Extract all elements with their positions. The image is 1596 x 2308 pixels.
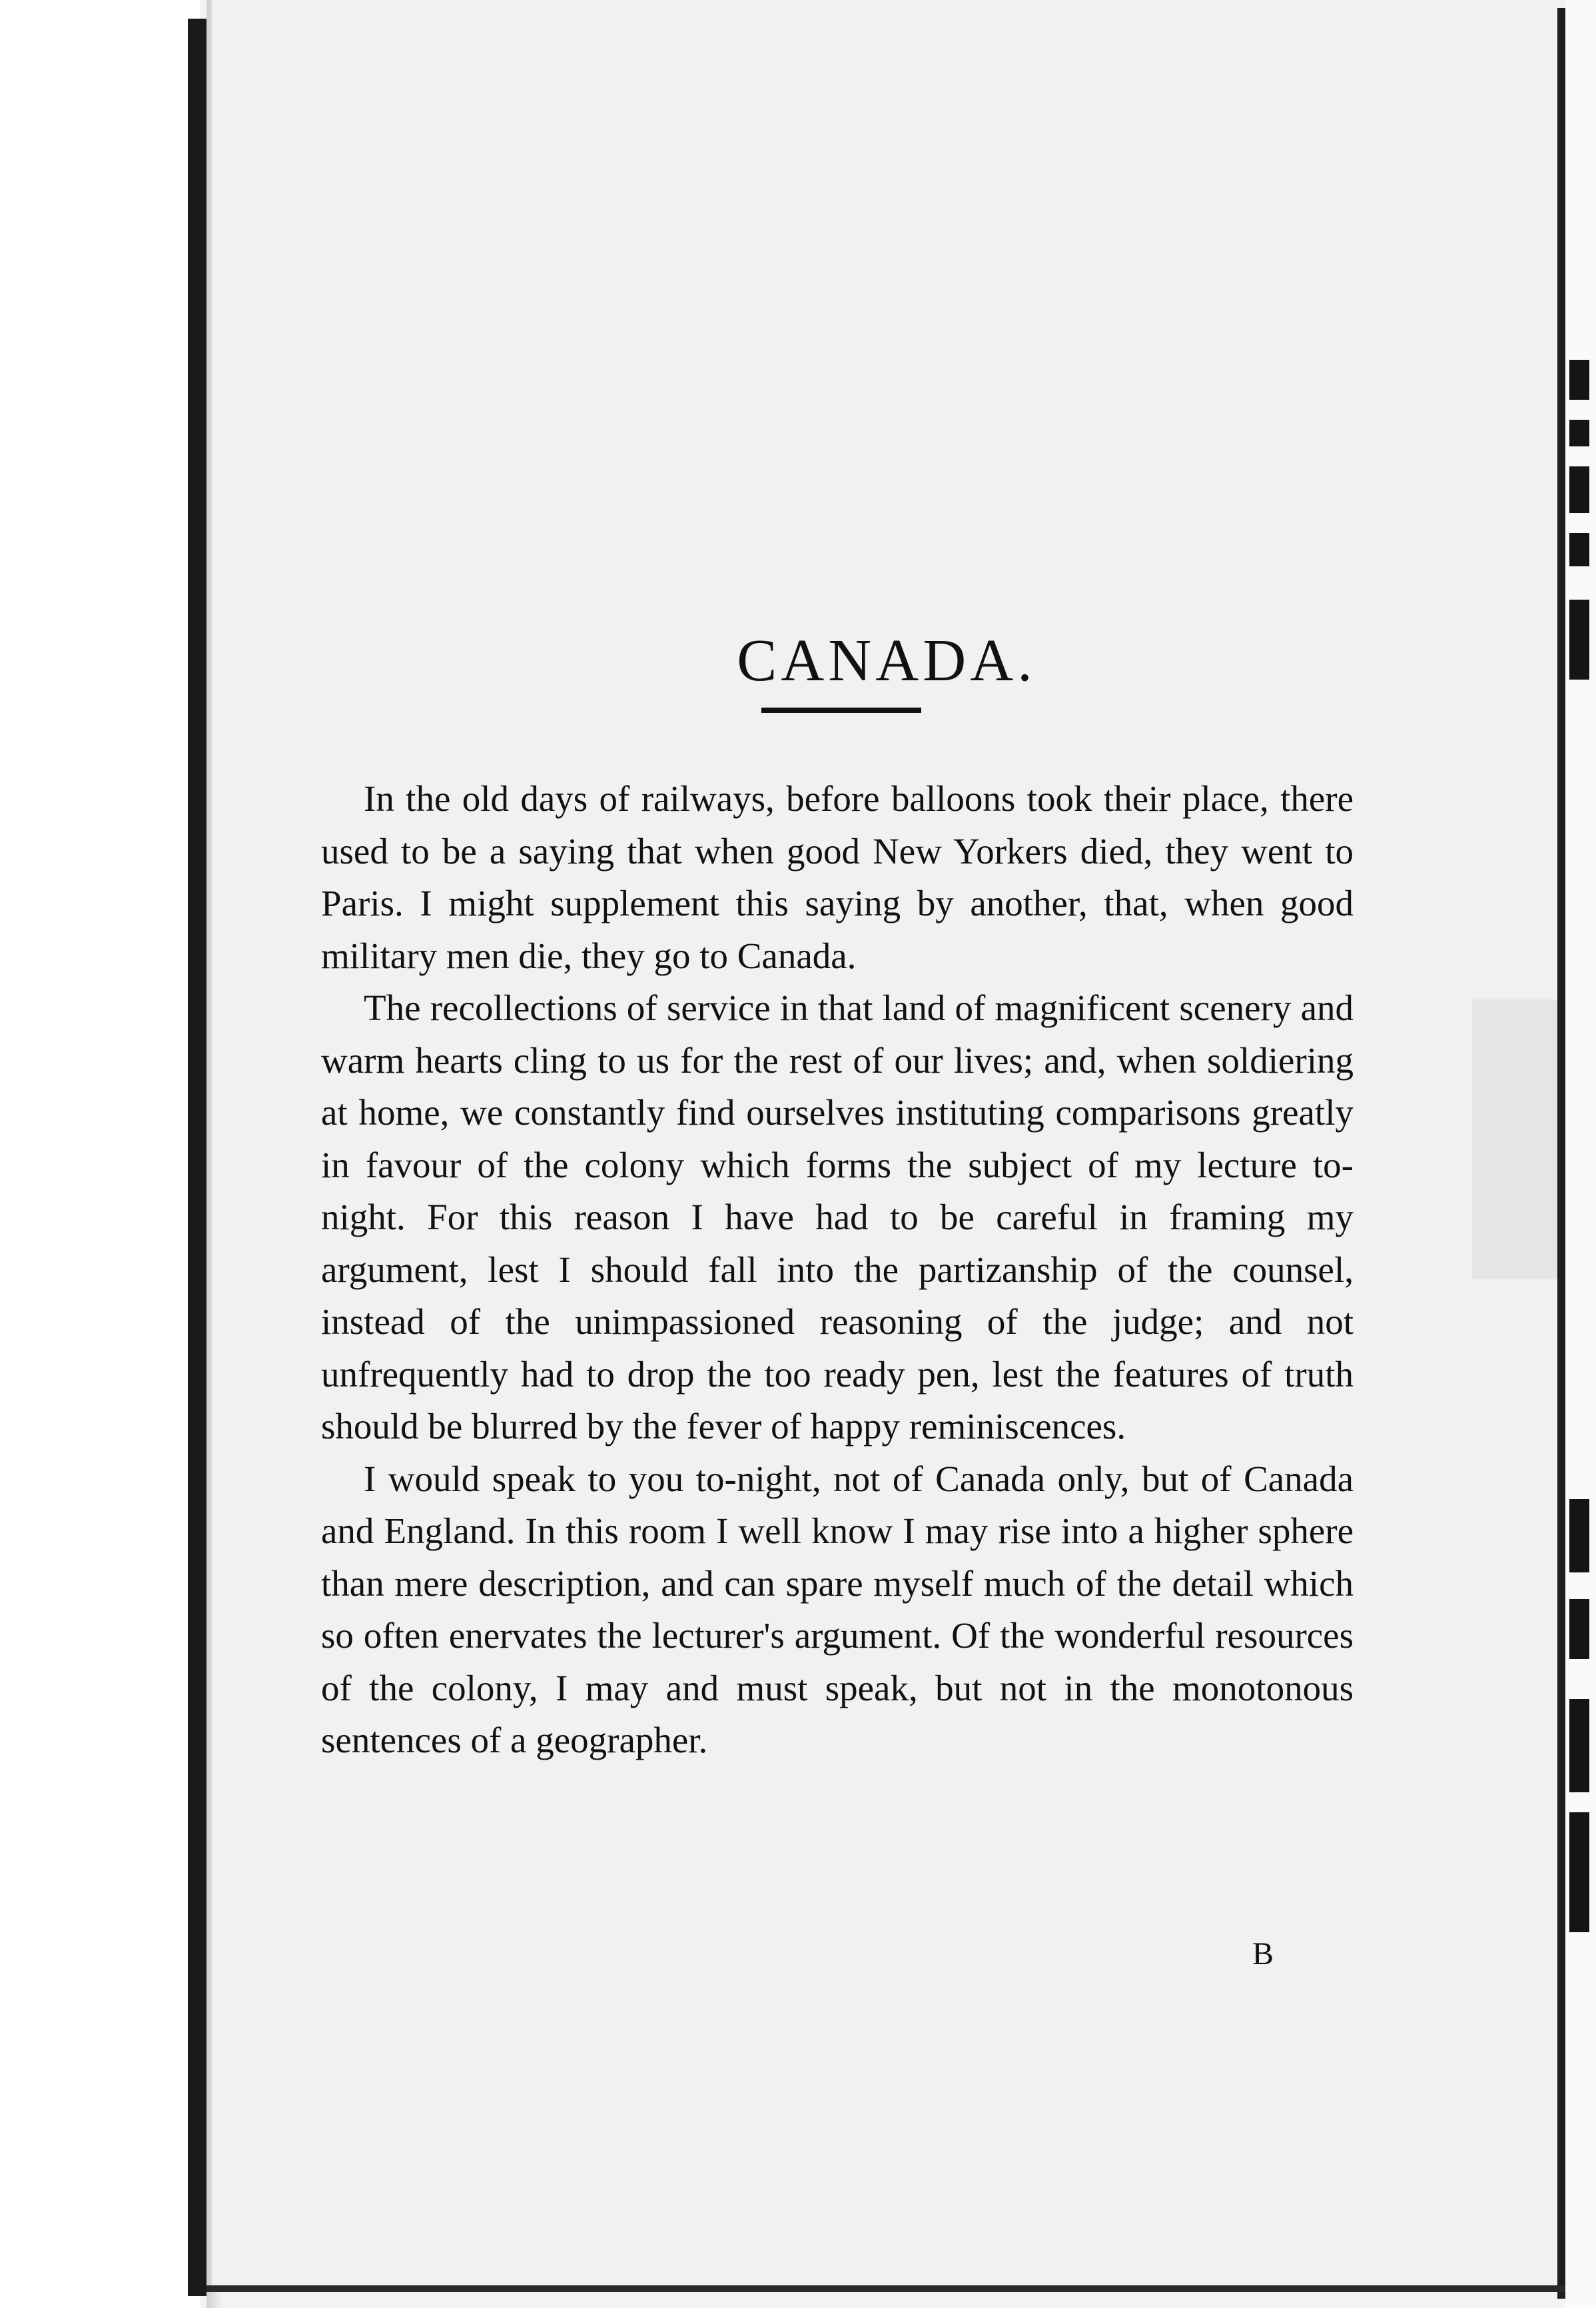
page-title: CANADA. [737, 628, 1036, 694]
left-page-edge [188, 19, 206, 2296]
title-rule [761, 708, 921, 713]
paragraph-3: I would speak to you to-night, not of Canada only, but of Canada and England. In this room I well know I may rise into a higher sphere than mere description, and can spare myself much of the detail which so often enervates the lecturer's argument. Of the wonderful resources of the colony, I may and must speak, but not in the monotonous sentences of a geographer. [321, 1458, 1354, 1760]
bottom-page-edge [206, 2285, 1565, 2292]
body-text [321, 773, 1354, 1767]
paragraph-1: In the old days of railways, before balloons took their place, there used to be a saying that when good New Yorkers died, they went to Paris. I might supplement this saying by another, that, when good military men die, they go to Canada. [321, 778, 1354, 976]
spine-bleed-through-marks [1564, 333, 1593, 1999]
facing-blank-page [0, 0, 200, 2308]
paragraph-2: The recollections of service in that land of magnificent scenery and warm hearts cling to us for the rest of our lives; and, when soldiering at home, we constantly find ourselves instituting comparisons greatly in favour of the colony which forms the subject of my lecture to-night. For this reason I have had to be careful in framing my argument, lest I should fall into the partizanship of the counsel, instead of the unimpassioned reasoning of the judge; and not unfrequently had to drop the too ready pen, lest the features of truth should be blurred by the fever of happy reminiscences. [321, 987, 1354, 1446]
signature-mark: B [1252, 1936, 1274, 1972]
